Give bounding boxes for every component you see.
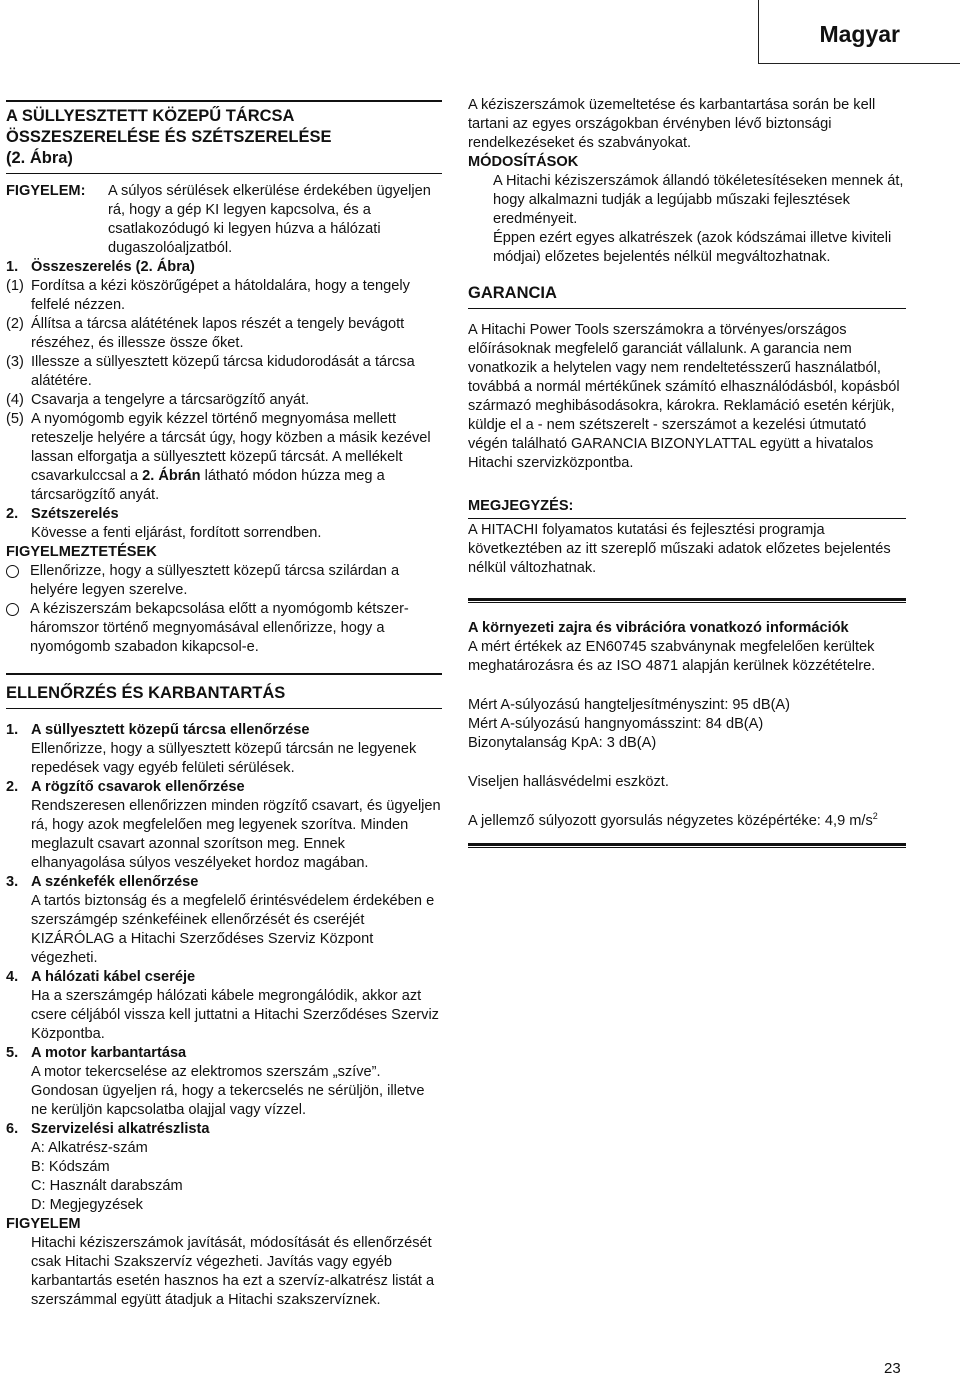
subheading-number: 1.	[6, 259, 19, 275]
guarantee-title: GARANCIA	[468, 284, 557, 302]
guarantee-text: A Hitachi Power Tools szerszámokra a törvényes/országos előírásoknak megfelelő garanciát vállalunk. A garancia nem vonatkozik a helytelen vagy nem rendeltetésszerű használatból, továbbá a normál mértékűnek számító elhasználódásból, kopásból származó meghibásodásokra, károkra. Reklamáció esetén kérjük, küldje el a - nem szétszerelt - szerszámot a kezelési útmutató végén található GARANCIA BIZONYLATTAL együtt a hivatalos Hitachi szervizközpontba.	[468, 322, 900, 471]
assembly-title-line-1: A SÜLLYESZTETT KÖZEPŰ TÁRCSA	[6, 107, 295, 125]
cautions-title: FIGYELMEZTETÉSEK	[6, 544, 157, 560]
step-text: Illessze a süllyesztett közepű tárcsa kidudorodását a tárcsa alátétére.	[31, 354, 415, 389]
item-number: 2.	[6, 779, 19, 795]
vibration-text	[468, 812, 906, 831]
parts-list-item: B: Kódszám	[31, 1159, 110, 1175]
step-text: Fordítsa a kézi köszörűgépet a hátoldalára, hogy a tengely felfelé nézzen.	[31, 278, 410, 313]
caution-item	[6, 600, 442, 657]
noise-power-level: Mért A-súlyozású hangteljesítményszint: 95 dB(A)	[468, 697, 791, 713]
assembly-title-line-2: ÖSSZESZERELÉSE ÉS SZÉTSZERELÉSE	[6, 128, 332, 146]
maintenance-item-heading	[6, 1120, 442, 1139]
item-title: A hálózati kábel cseréje	[31, 969, 196, 985]
right-column	[468, 97, 906, 852]
intro-text: A kéziszerszámok üzemeltetése és karbantartása során be kell tartani az egyes országokban érvényben lévő biztonsági rendelkezéseket és szabványokat.	[468, 97, 876, 151]
item-text: Rendszeresen ellenőrizzen minden rögzítő csavart, és ügyeljen rá, hogy azok megfelelően meg legyenek szorítva. Minden meglazult csavart azonnal szorítson meg. Ennek elhanyagolása súlyos veszélyeket hordoz magában.	[31, 798, 441, 871]
language-tab	[758, 0, 960, 64]
environment-text: A mért értékek az EN60745 szabványnak megfelelően kerültek meghatározásra és az ISO 4871 alapján kerülnek közzétételre.	[468, 639, 876, 674]
assembly-step	[6, 410, 442, 505]
item-title: A rögzítő csavarok ellenőrzése	[31, 779, 245, 795]
assembly-step	[6, 353, 442, 391]
figure-reference: 2. Ábrán	[142, 468, 201, 484]
modifications-text: A Hitachi kéziszerszámok állandó tökéletesítéseken mennek át, hogy alkalmazni tudják a legújabb műszaki fejlesztések eredményeit.	[493, 173, 904, 227]
left-column	[6, 100, 442, 1310]
note-label: FIGYELEM	[6, 1216, 81, 1232]
subheading-title: Szétszerelés	[31, 506, 119, 522]
maintenance-item-heading	[6, 968, 442, 987]
note-text: Hitachi kéziszerszámok javítását, módosítását és ellenőrzését csak Hitachi Szakszervíz végezheti. Javítás vagy egyéb karbantartás esetén hasznos ha ezt a szervíz-alkatrész listát a szerszámmal együtt átadjuk a Hitachi szakszervíznek.	[31, 1235, 435, 1308]
item-number: 4.	[6, 969, 19, 985]
parts-list-item: A: Alkatrész-szám	[31, 1140, 148, 1156]
parts-list-item: D: Megjegyzések	[31, 1197, 143, 1213]
circle-bullet-icon	[6, 565, 19, 578]
step-number: (5)	[6, 411, 24, 427]
environment-title: A környezeti zajra és vibrációra vonatkozó információk	[468, 620, 849, 636]
caution-text: Ellenőrizze, hogy a süllyesztett közepű tárcsa szilárdan a helyére legyen szerelve.	[30, 563, 400, 598]
item-title: A motor karbantartása	[31, 1045, 187, 1061]
page-number: 23	[884, 1360, 901, 1377]
vibration-value: A jellemző súlyozott gyorsulás négyzetes középértéke: 4,9 m/s	[468, 813, 873, 829]
item-number: 6.	[6, 1121, 19, 1137]
noise-uncertainty: Bizonytalanság KpA: 3 dB(A)	[468, 735, 657, 751]
item-title: A süllyesztett közepű tárcsa ellenőrzése	[31, 722, 310, 738]
parts-list-item: C: Használt darabszám	[31, 1178, 183, 1194]
warning-label: FIGYELEM:	[6, 183, 86, 199]
warning-text: A súlyos sérülések elkerülése érdekében ügyeljen rá, hogy a gép KI legyen kapcsolva, és a csatlakozódugó ki legyen húzva a hálózati dugaszolóaljzatból.	[108, 183, 431, 256]
step-text: Állítsa a tárcsa alátétének lapos részét a tengely bevágott részéhez, és illessze össze őket.	[31, 316, 405, 351]
circle-bullet-icon	[6, 603, 19, 616]
step-text: Csavarja a tengelyre a tárcsarögzítő anyát.	[31, 392, 310, 408]
maintenance-item-heading	[6, 1044, 442, 1063]
maintenance-title: ELLENŐRZÉS ÉS KARBANTARTÁS	[6, 684, 286, 702]
item-text: A tartós biztonság és a megfelelő érintésvédelem érdekében e szerszámgép szénkeféinek ellenőrzését és cseréjét KIZÁRÓLAG a Hitachi Szerződéses Szerviz Központ végezheti.	[31, 893, 435, 966]
assembly-step	[6, 391, 442, 410]
item-title: Szervizelési alkatrészlista	[31, 1121, 210, 1137]
assembly-subheading	[6, 505, 442, 524]
step-number: (2)	[6, 316, 24, 332]
item-number: 5.	[6, 1045, 19, 1061]
modifications-title: MÓDOSÍTÁSOK	[468, 154, 579, 170]
maintenance-item-heading	[6, 873, 442, 892]
item-number: 1.	[6, 722, 19, 738]
item-number: 3.	[6, 874, 19, 890]
subheading-title: Összeszerelés (2. Ábra)	[31, 259, 195, 275]
step-number: (4)	[6, 392, 24, 408]
assembly-warning	[6, 182, 442, 258]
step-text-main: A nyomógomb egyik kézzel történő megnyomása mellett reteszelje helyére a tárcsát úgy, hogy közben a másik kezével lassan elforgatja a süllyesztett közepű tárcsát. A mellékelt csavarkulccsal a	[31, 411, 431, 484]
disassembly-text: Kövesse a fenti eljárást, fordított sorrendben.	[31, 525, 322, 541]
assembly-subheading	[6, 258, 442, 277]
noise-pressure-level: Mért A-súlyozású hangnyomásszint: 84 dB(A)	[468, 716, 764, 732]
note-title: MEGJEGYZÉS:	[468, 498, 574, 514]
maintenance-item-heading	[6, 721, 442, 740]
step-text	[31, 410, 442, 505]
assembly-step	[6, 315, 442, 353]
note-text: A HITACHI folyamatos kutatási és fejlesztési programja következtében az itt szereplő műszaki adatok előzetes bejelentés nélkül változhatnak.	[468, 522, 891, 576]
caution-text: A kéziszerszám bekapcsolása előtt a nyomógomb kétszer-háromszor történő megnyomásával ellenőrizze, hogy a nyomógomb szabadon kikapcsol-e.	[30, 601, 409, 655]
hearing-protection-text: Viseljen hallásvédelmi eszközt.	[468, 774, 669, 790]
step-text-tail: látható módon húzza meg a tárcsarögzítő anyát.	[31, 468, 385, 503]
item-text: A motor tekercselése az elektromos szerszám „szíve”. Gondosan ügyeljen rá, hogy a tekercselés ne sérüljön, illetve ne kerüljön kapcsolatba olajjal vagy vízzel.	[31, 1064, 425, 1118]
item-title: A szénkefék ellenőrzése	[31, 874, 199, 890]
section-rule	[468, 843, 906, 848]
language-label: Magyar	[819, 21, 900, 47]
subheading-number: 2.	[6, 506, 19, 522]
step-number: (1)	[6, 278, 24, 294]
step-number: (3)	[6, 354, 24, 370]
modifications-text: Éppen ezért egyes alkatrészek (azok kódszámai illetve kiviteli módjai) előzetes bejelentés nélkül megváltozhatnak.	[493, 230, 892, 265]
assembly-title-line-3: (2. Ábra)	[6, 149, 73, 167]
vibration-unit-exponent: 2	[872, 811, 878, 822]
item-text: Ellenőrizze, hogy a süllyesztett közepű tárcsán ne legyenek repedések vagy egyéb felületi sérülések.	[31, 741, 417, 776]
maintenance-item-heading	[6, 778, 442, 797]
assembly-step	[6, 277, 442, 315]
caution-item	[6, 562, 442, 600]
item-text: Ha a szerszámgép hálózati kábele megrongálódik, akkor azt csere céljából vissza kell juttatni a Hitachi Szerződéses Szerviz Központba.	[31, 988, 439, 1042]
